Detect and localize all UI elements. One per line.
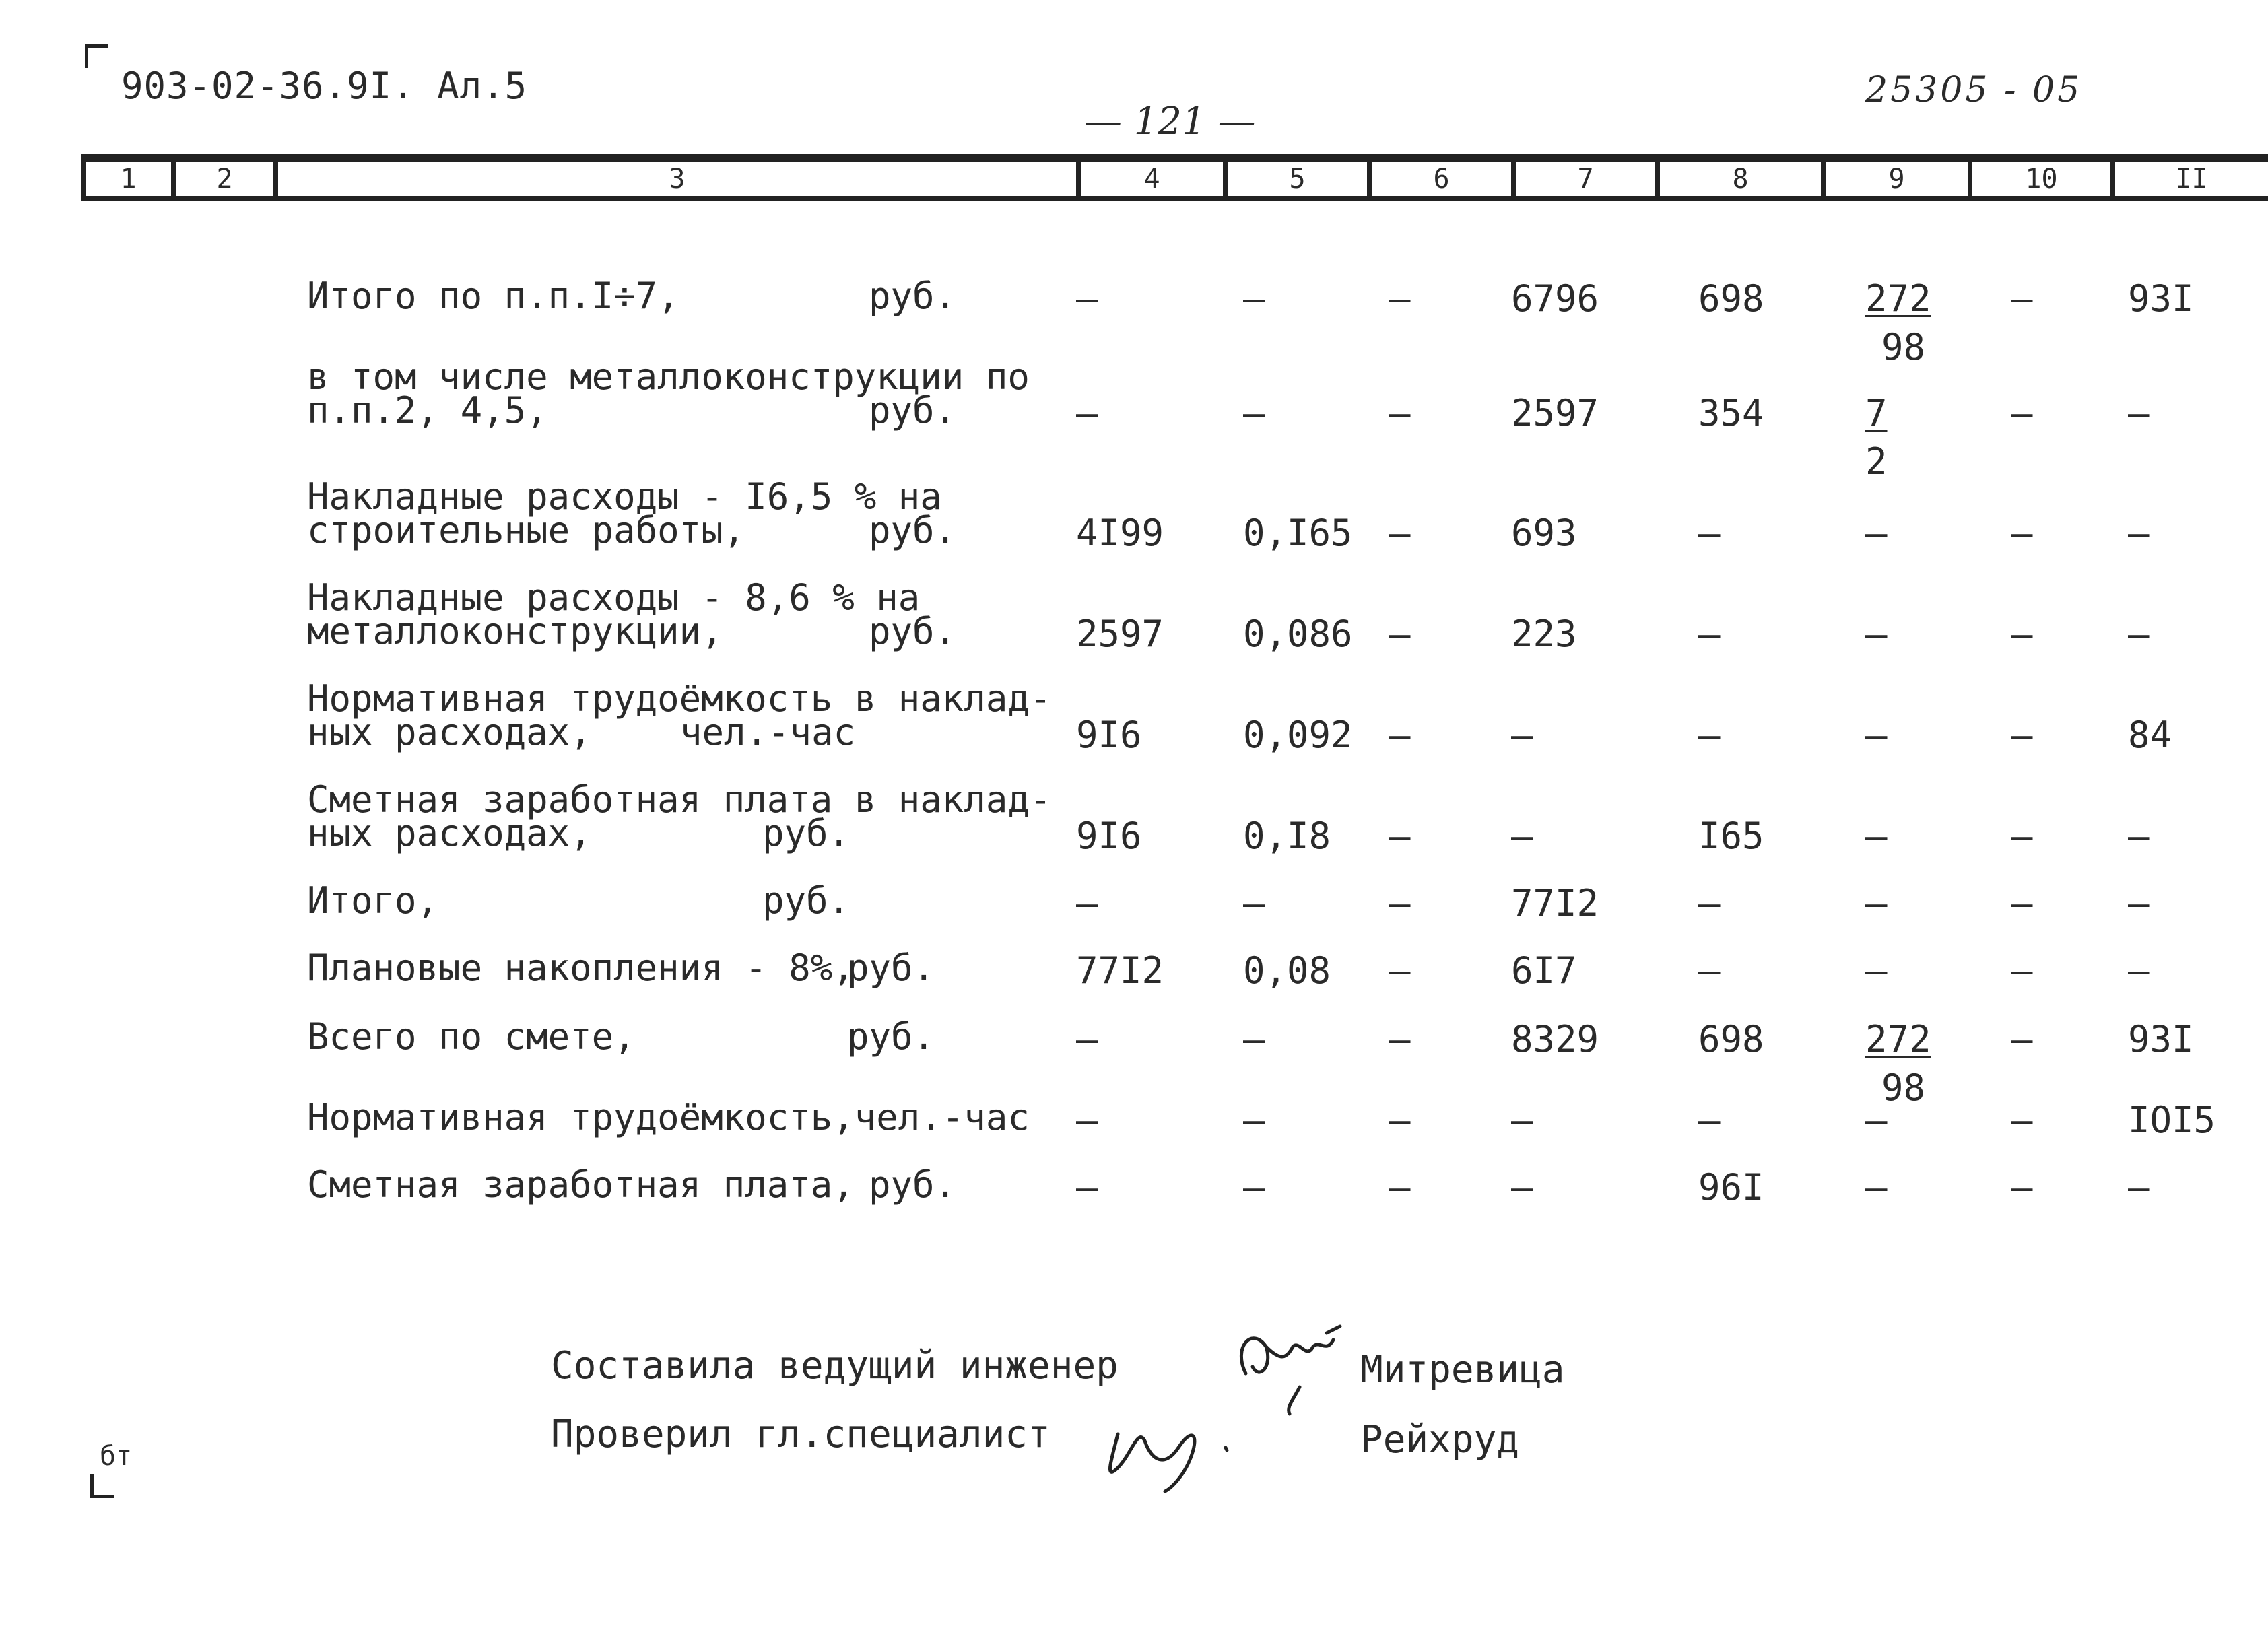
cell-col-10: – [2011, 949, 2033, 992]
cell-col-8: – [1698, 512, 1721, 554]
cell-col-7: 6I7 [1511, 949, 1577, 992]
cell-col-11: – [2128, 512, 2150, 554]
cell-col-4: 2597 [1076, 613, 1164, 655]
column-header-8: 8 [1655, 162, 1821, 196]
cell-col-11: – [2128, 392, 2150, 434]
cell-col-8: – [1698, 613, 1721, 655]
cell-col-10: – [2011, 392, 2033, 434]
cell-col-4: 4I99 [1076, 512, 1164, 554]
cell-col-11: IOI5 [2128, 1099, 2216, 1141]
cell-col-10: – [2011, 277, 2033, 320]
cell-col-8: – [1698, 714, 1721, 756]
cell-col-8: – [1698, 882, 1721, 924]
cell-col-7: – [1511, 714, 1533, 756]
row-label: Итого по п.п.I÷7, [307, 275, 679, 317]
corner-mark-bottom-left [90, 1474, 114, 1498]
cell-col-9: – [1865, 882, 1888, 924]
row-unit: руб. [869, 1163, 957, 1206]
column-header-strip [81, 154, 2268, 201]
cell-col-7: – [1511, 1099, 1533, 1141]
corner-mark-top-left [85, 44, 108, 68]
column-header-3: 3 [273, 162, 1076, 196]
cell-col-6: – [1389, 392, 1411, 434]
cell-col-9: – [1865, 815, 1888, 857]
cell-col-4: – [1076, 1099, 1098, 1141]
cell-col-9: – [1865, 714, 1888, 756]
column-header-2: 2 [171, 162, 273, 196]
cell-col-7: 223 [1511, 613, 1577, 655]
row-unit: руб. [847, 947, 935, 989]
page-number: — 121 — [1084, 100, 1256, 143]
cell-col-7: 8329 [1511, 1018, 1599, 1060]
cell-col-5: 0,I65 [1243, 512, 1353, 554]
cell-col-8: – [1698, 1099, 1721, 1141]
cell-col-7: 2597 [1511, 392, 1599, 434]
column-header-6: 6 [1367, 162, 1511, 196]
row-unit: руб. [762, 812, 850, 854]
cell-col-9: – [1865, 613, 1888, 655]
cell-col-5: – [1243, 392, 1265, 434]
cell-col-6: – [1389, 815, 1411, 857]
row-label: Нормативная трудоёмкость,чел.-час [307, 1096, 1030, 1139]
cell-col-9-sub: 2 [1865, 440, 1888, 483]
document-code: 903-02-36.9I. Ал.5 [121, 65, 528, 107]
cell-col-10: – [2011, 714, 2033, 756]
cell-col-6: – [1389, 949, 1411, 992]
checker-signature [1098, 1394, 1253, 1495]
cell-col-4: – [1076, 882, 1098, 924]
row-unit: руб. [869, 275, 957, 317]
compiler-role: Составила ведущий инженер [551, 1344, 1119, 1388]
row-label: Сметная заработная плата, [307, 1163, 855, 1206]
cell-col-10: – [2011, 613, 2033, 655]
cell-col-11: – [2128, 613, 2150, 655]
cell-col-5: 0,086 [1243, 613, 1353, 655]
cell-col-10: – [2011, 512, 2033, 554]
cell-col-8: 698 [1698, 277, 1764, 320]
cell-col-4: – [1076, 1166, 1098, 1209]
row-label: Сметная заработная плата в наклад- [307, 778, 1052, 821]
column-header-7: 7 [1511, 162, 1655, 196]
cell-col-5: 0,092 [1243, 714, 1353, 756]
cell-col-11: – [2128, 882, 2150, 924]
row-unit: руб. [869, 509, 957, 551]
cell-col-9: – [1865, 949, 1888, 992]
cell-col-8: – [1698, 949, 1721, 992]
cell-col-9: 272 [1865, 1018, 1931, 1060]
corner-note: бт [100, 1441, 133, 1472]
row-label: Накладные расходы - I6,5 % на [307, 475, 942, 518]
cell-col-8: 698 [1698, 1018, 1764, 1060]
cell-col-4: 9I6 [1076, 815, 1142, 857]
cell-col-5: – [1243, 1166, 1265, 1209]
cell-col-8: 96I [1698, 1166, 1764, 1209]
row-label-continuation: п.п.2, 4,5, [307, 389, 548, 432]
cell-col-6: – [1389, 714, 1411, 756]
cell-col-11: 93I [2128, 277, 2194, 320]
cell-col-11: – [2128, 949, 2150, 992]
row-unit: руб. [762, 879, 850, 922]
cell-col-6: – [1389, 1166, 1411, 1209]
row-label-continuation: ных расходах, [307, 711, 592, 753]
cell-col-8: I65 [1698, 815, 1764, 857]
column-header-9: 9 [1821, 162, 1968, 196]
checker-name: Рейхруд [1360, 1418, 1520, 1462]
cell-col-6: – [1389, 613, 1411, 655]
column-header-11: II [2110, 162, 2268, 196]
cell-col-9: – [1865, 1166, 1888, 1209]
cell-col-11: 93I [2128, 1018, 2194, 1060]
cell-col-7: 6796 [1511, 277, 1599, 320]
column-header-4: 4 [1076, 162, 1223, 196]
row-label-continuation: строительные работы, [307, 509, 745, 551]
row-label: Нормативная трудоёмкость в наклад- [307, 677, 1052, 720]
cell-col-9-sub: 98 [1881, 326, 1926, 368]
cell-col-9-sub: 98 [1881, 1066, 1926, 1109]
cell-col-6: – [1389, 1018, 1411, 1060]
cell-col-5: – [1243, 277, 1265, 320]
cell-col-4: 77I2 [1076, 949, 1164, 992]
row-label: Накладные расходы - 8,6 % на [307, 576, 921, 619]
cell-col-11: 84 [2128, 714, 2172, 756]
row-unit: руб. [847, 1015, 935, 1058]
cell-col-10: – [2011, 1099, 2033, 1141]
cell-col-10: – [2011, 882, 2033, 924]
archive-number: 25305 - 05 [1865, 70, 2083, 110]
cell-col-5: – [1243, 1099, 1265, 1141]
cell-col-7: – [1511, 815, 1533, 857]
cell-col-10: – [2011, 1018, 2033, 1060]
cell-col-4: – [1076, 392, 1098, 434]
cell-col-6: – [1389, 512, 1411, 554]
cell-col-5: 0,08 [1243, 949, 1331, 992]
cell-col-4: 9I6 [1076, 714, 1142, 756]
row-label: Итого, [307, 879, 439, 922]
row-unit: руб. [869, 610, 957, 652]
row-unit: чел.-час [680, 711, 856, 753]
row-label-continuation: ных расходах, [307, 812, 592, 854]
row-label: в том числе металлоконструкции по [307, 355, 1030, 398]
cell-col-6: – [1389, 277, 1411, 320]
cell-col-5: – [1243, 882, 1265, 924]
checker-role: Проверил гл.специалист [551, 1413, 1050, 1456]
cell-col-10: – [2011, 815, 2033, 857]
cell-col-11: – [2128, 815, 2150, 857]
cell-col-9: – [1865, 1099, 1888, 1141]
row-label-continuation: металлоконструкции, [307, 610, 723, 652]
compiler-name: Митревица [1360, 1348, 1565, 1392]
cell-col-9: 272 [1865, 277, 1931, 320]
row-label: Всего по смете, [307, 1015, 636, 1058]
cell-col-7: 77I2 [1511, 882, 1599, 924]
cell-col-7: 693 [1511, 512, 1577, 554]
cell-col-10: – [2011, 1166, 2033, 1209]
cell-col-4: – [1076, 1018, 1098, 1060]
column-header-5: 5 [1223, 162, 1367, 196]
cell-col-5: – [1243, 1018, 1265, 1060]
cell-col-11: – [2128, 1166, 2150, 1209]
cell-col-6: – [1389, 882, 1411, 924]
column-header-10: 10 [1968, 162, 2110, 196]
cell-col-7: – [1511, 1166, 1533, 1209]
cell-col-9: 7 [1865, 392, 1888, 434]
cell-col-9: – [1865, 512, 1888, 554]
cell-col-6: – [1389, 1099, 1411, 1141]
cell-col-8: 354 [1698, 392, 1764, 434]
row-label: Плановые накопления - 8%, [307, 947, 855, 989]
column-header-1: 1 [81, 162, 171, 196]
row-unit: руб. [869, 389, 957, 432]
cell-col-5: 0,I8 [1243, 815, 1331, 857]
cell-col-4: – [1076, 277, 1098, 320]
